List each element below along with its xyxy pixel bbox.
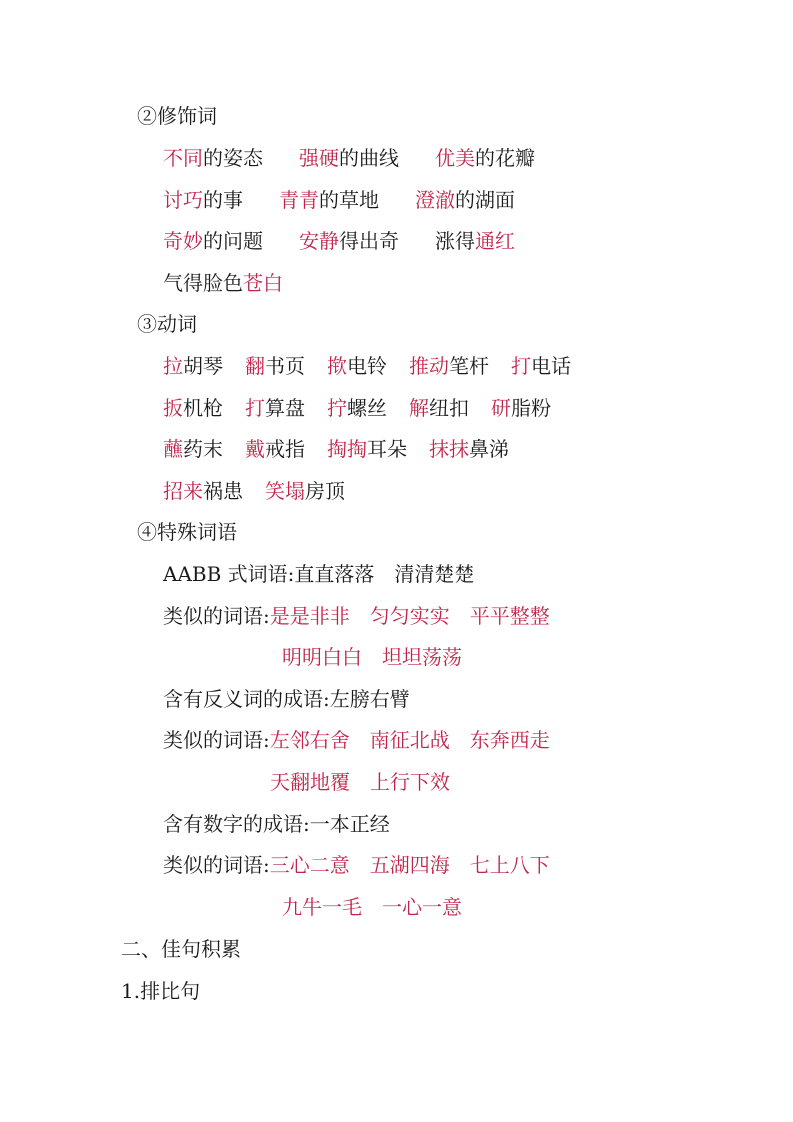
phrase-suffix: 的曲线 [339, 146, 399, 170]
antonym-label: 含有反义词的成语: [163, 687, 330, 711]
aabb-similar-words: 是是非非 匀匀实实 平平整整 [269, 604, 550, 628]
highlighted-word: 蘸 [163, 437, 183, 461]
modifier-row [163, 270, 283, 296]
aabb-label: AABB 式词语: [163, 562, 295, 586]
number-idiom-line [163, 811, 390, 837]
modifier-phrase [163, 271, 283, 295]
modifier-phrase [435, 146, 535, 170]
verb-phrase [327, 354, 387, 378]
similar-label: 类似的词语: [163, 853, 270, 877]
modifier-phrase [163, 229, 263, 253]
highlighted-word: 解 [409, 396, 429, 420]
modifier-phrase [299, 229, 399, 253]
phrase-suffix: 螺丝 [347, 396, 387, 420]
phrase-suffix: 机枪 [183, 396, 223, 420]
verb-phrase [327, 396, 387, 420]
phrase-prefix: 涨得 [435, 229, 475, 253]
modifier-phrase [163, 188, 243, 212]
verb-phrase [245, 396, 305, 420]
highlighted-word: 翻 [245, 354, 265, 378]
modifier-phrase [279, 188, 379, 212]
phrase-suffix: 笔杆 [449, 354, 489, 378]
phrase-suffix: 电铃 [347, 354, 387, 378]
phrase-prefix: 气得脸色 [163, 271, 243, 295]
verb-row [163, 353, 571, 379]
similar-label: 类似的词语: [163, 728, 270, 752]
highlighted-word: 打 [245, 396, 265, 420]
phrase-suffix: 房顶 [305, 479, 345, 503]
verb-row [163, 478, 345, 504]
modifier-phrase [415, 188, 515, 212]
parallel-sentences-heading: 1.排比句 [121, 979, 201, 1003]
highlighted-word: 安静 [299, 229, 339, 253]
phrase-suffix: 胡琴 [183, 354, 223, 378]
highlighted-word: 强硬 [299, 146, 339, 170]
number-similar-words-cont: 九牛一毛 一心一意 [282, 895, 462, 919]
modifier-row [163, 145, 535, 171]
number-label: 含有数字的成语: [163, 812, 310, 836]
antonym-similar-words-cont: 天翻地覆 上行下效 [270, 770, 450, 794]
highlighted-word: 笑塌 [265, 479, 305, 503]
phrase-suffix: 药末 [183, 437, 223, 461]
verb-phrase [429, 437, 509, 461]
verb-phrase [409, 354, 489, 378]
modifier-phrase [299, 146, 399, 170]
highlighted-word: 推动 [409, 354, 449, 378]
special-words-heading: ④特殊词语 [137, 520, 237, 544]
highlighted-word: 打 [511, 354, 531, 378]
highlighted-word: 抹抹 [429, 437, 469, 461]
aabb-line [163, 561, 474, 587]
modifier-row [163, 187, 515, 213]
verbs-heading: ③动词 [137, 312, 197, 336]
highlighted-word: 通红 [475, 229, 515, 253]
verb-phrase [409, 396, 469, 420]
verb-row [163, 395, 551, 421]
antonym-similar-words: 左邻右舍 南征北战 东奔西走 [269, 728, 550, 752]
highlighted-word: 掏掏 [327, 437, 367, 461]
aabb-examples: 直直落落 清清楚楚 [294, 562, 475, 586]
aabb-similar-line [163, 603, 550, 629]
section-two-heading: 二、佳句积累 [121, 937, 241, 961]
verb-phrase [163, 437, 223, 461]
verb-phrase [511, 354, 571, 378]
phrase-suffix: 鼻涕 [469, 437, 509, 461]
highlighted-word: 揿 [327, 354, 347, 378]
phrase-suffix: 脂粉 [511, 396, 551, 420]
number-similar-words: 三心二意 五湖四海 七上八下 [269, 853, 550, 877]
highlighted-word: 苍白 [243, 271, 283, 295]
phrase-suffix: 耳朵 [367, 437, 407, 461]
verb-phrase [163, 479, 243, 503]
phrase-suffix: 祸患 [203, 479, 243, 503]
antonym-example: 左膀右臂 [329, 687, 410, 711]
phrase-suffix: 的湖面 [455, 188, 515, 212]
highlighted-word: 拉 [163, 354, 183, 378]
highlighted-word: 青青 [279, 188, 319, 212]
verb-phrase [163, 354, 223, 378]
highlighted-word: 扳 [163, 396, 183, 420]
highlighted-word: 戴 [245, 437, 265, 461]
phrase-suffix: 算盘 [265, 396, 305, 420]
highlighted-word: 澄澈 [415, 188, 455, 212]
modifier-phrase [163, 146, 263, 170]
phrase-suffix: 的草地 [319, 188, 379, 212]
phrase-suffix: 纽扣 [429, 396, 469, 420]
verb-phrase [245, 437, 305, 461]
highlighted-word: 奇妙 [163, 229, 203, 253]
antonym-similar-line [163, 727, 550, 753]
highlighted-word: 招来 [163, 479, 203, 503]
verb-row [163, 436, 509, 462]
phrase-suffix: 的问题 [203, 229, 263, 253]
highlighted-word: 拧 [327, 396, 347, 420]
number-example: 一本正经 [309, 812, 390, 836]
antonym-line [163, 686, 410, 712]
phrase-suffix: 得出奇 [339, 229, 399, 253]
modifier-phrase [435, 229, 515, 253]
phrase-suffix: 戒指 [265, 437, 305, 461]
verb-phrase [491, 396, 551, 420]
verb-phrase [327, 437, 407, 461]
highlighted-word: 不同 [163, 146, 203, 170]
highlighted-word: 研 [491, 396, 511, 420]
phrase-suffix: 的事 [203, 188, 243, 212]
verb-phrase [265, 479, 345, 503]
phrase-suffix: 电话 [531, 354, 571, 378]
verb-phrase [245, 354, 305, 378]
verb-phrase [163, 396, 223, 420]
phrase-suffix: 的姿态 [203, 146, 263, 170]
number-similar-line [163, 852, 550, 878]
modifiers-heading: ②修饰词 [137, 104, 217, 128]
aabb-similar-words-cont: 明明白白 坦坦荡荡 [282, 645, 462, 669]
phrase-suffix: 的花瓣 [475, 146, 535, 170]
phrase-suffix: 书页 [265, 354, 305, 378]
highlighted-word: 优美 [435, 146, 475, 170]
similar-label: 类似的词语: [163, 604, 270, 628]
modifier-row [163, 228, 515, 254]
highlighted-word: 讨巧 [163, 188, 203, 212]
